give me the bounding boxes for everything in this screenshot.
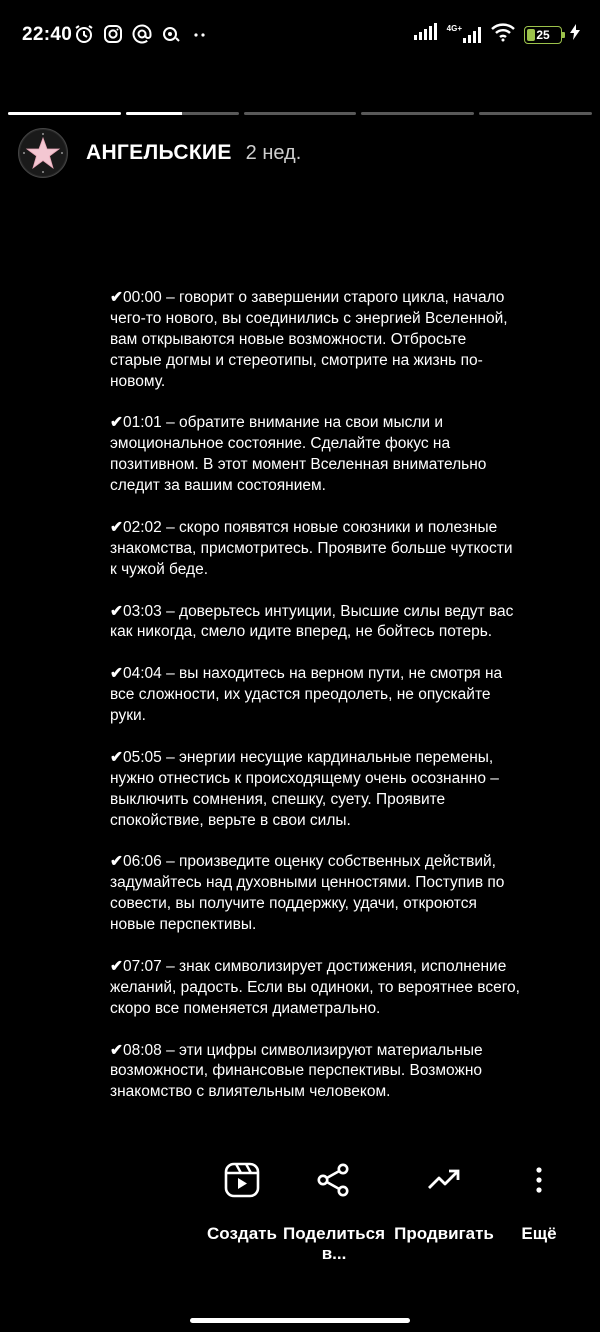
checkmark-icon: ✔ bbox=[110, 414, 123, 432]
battery-cap bbox=[562, 32, 565, 38]
alarm-icon bbox=[74, 24, 94, 44]
more-vertical-icon bbox=[519, 1160, 559, 1200]
status-bar bbox=[0, 0, 600, 70]
story-item-text: 02:02 – скоро появятся новые союзники и полезные знакомства, присмотритесь. Проявите больше чуткости к чужой беде. bbox=[110, 518, 513, 578]
checkmark-icon: ✔ bbox=[110, 665, 123, 683]
story-item bbox=[110, 602, 520, 644]
at-sign-icon bbox=[132, 24, 152, 44]
story-item-text: 05:05 – энергии несущие кардинальные перемены, нужно отнестись к происходящему очень осознанно – выключить сомнения, спешку, суету. Проявите спокойствие, верьте в свои силы. bbox=[110, 748, 499, 829]
more-dots-icon bbox=[190, 24, 210, 44]
progress-segment-fill bbox=[8, 112, 121, 115]
battery-icon bbox=[524, 26, 562, 44]
network-4g-icon bbox=[447, 26, 482, 44]
network-type: 4G+ bbox=[446, 24, 462, 33]
story-item bbox=[110, 748, 520, 832]
progress-segment bbox=[8, 112, 121, 115]
checkmark-icon: ✔ bbox=[110, 602, 123, 620]
story-item-text: 07:07 – знак символизирует достижения, исполнение желаний, радость. Если вы одиноки, то вероятнее всего, скоро все поменяется диаметрально. bbox=[110, 957, 520, 1017]
charging-bolt-icon bbox=[570, 24, 580, 45]
story-item-text: 00:00 – говорит о завершении старого цикла, начало чего-то нового, вы соединились с энергией Вселенной, вам открываются новые возможности. Отбросьте старые догмы и стереотипы, смотрите на жизнь по-новому. bbox=[110, 289, 508, 390]
signal-icon bbox=[413, 23, 439, 46]
reels-icon bbox=[222, 1160, 262, 1200]
star-logo-icon bbox=[19, 129, 67, 177]
story-item-text: 03:03 – доверьтесь интуиции, Высшие силы ведут вас как никогда, смело идите вперед, не бойтесь потерь. bbox=[110, 602, 514, 641]
status-time: 22:40 bbox=[22, 24, 73, 45]
progress-segment bbox=[244, 112, 357, 115]
story-text-content bbox=[110, 288, 520, 1124]
progress-segment bbox=[479, 112, 592, 115]
post-time: 2 нед. bbox=[245, 141, 302, 164]
status-notification-icons bbox=[74, 24, 210, 44]
progress-segment bbox=[361, 112, 474, 115]
story-progress-bar bbox=[8, 112, 592, 115]
checkmark-icon: ✔ bbox=[110, 957, 123, 975]
checkmark-icon: ✔ bbox=[110, 289, 123, 306]
more-label: Ещё bbox=[521, 1224, 557, 1243]
progress-segment-fill bbox=[126, 112, 182, 115]
instagram-icon bbox=[103, 24, 123, 44]
story-item-text: 08:08 – эти цифры символизируют материальные возможности, финансовые перспективы. Возможно знакомство с влиятельным человеком. bbox=[110, 1041, 483, 1101]
checkmark-icon: ✔ bbox=[110, 748, 123, 766]
eye-icon bbox=[161, 24, 181, 44]
more-button[interactable] bbox=[474, 1160, 600, 1244]
story-header[interactable] bbox=[18, 128, 301, 178]
battery-fill bbox=[527, 29, 535, 41]
story-item-text: 01:01 – обратите внимание на свои мысли и эмоциональное состояние. Сделайте фокус на позитивном. В этот момент Вселенная внимательно следит за вашим состоянием. bbox=[110, 414, 487, 495]
battery-level: 25 bbox=[536, 27, 550, 42]
username[interactable]: АНГЕЛЬСКИЕ bbox=[86, 141, 232, 164]
story-item bbox=[110, 664, 520, 727]
share-icon bbox=[314, 1160, 354, 1200]
story-item bbox=[110, 957, 520, 1020]
story-item bbox=[110, 518, 520, 581]
story-item bbox=[110, 288, 520, 393]
avatar[interactable] bbox=[18, 128, 68, 178]
story-item bbox=[110, 852, 520, 936]
trending-up-icon bbox=[424, 1160, 464, 1200]
checkmark-icon: ✔ bbox=[110, 853, 123, 871]
home-indicator[interactable] bbox=[190, 1318, 410, 1323]
story-item bbox=[110, 413, 520, 497]
progress-segment bbox=[126, 112, 239, 115]
wifi-icon bbox=[490, 22, 516, 47]
create-label: Создать bbox=[207, 1224, 277, 1243]
story-item-text: 04:04 – вы находитесь на верном пути, не смотря на все сложности, их удастся преодолеть, не опускайте руки. bbox=[110, 665, 503, 725]
share-label: Поделиться в... bbox=[282, 1224, 386, 1263]
checkmark-icon: ✔ bbox=[110, 518, 123, 536]
promote-label: Продвигать bbox=[394, 1224, 494, 1243]
status-system-icons bbox=[413, 22, 580, 47]
checkmark-icon: ✔ bbox=[110, 1041, 123, 1059]
story-item-text: 06:06 – произведите оценку собственных действий, задумайтесь над духовными ценностями. Поступив по совести, вы получите поддержку, удачи, откроются новые перспективы. bbox=[110, 853, 505, 934]
story-action-bar bbox=[0, 1160, 600, 1270]
story-item bbox=[110, 1041, 520, 1104]
